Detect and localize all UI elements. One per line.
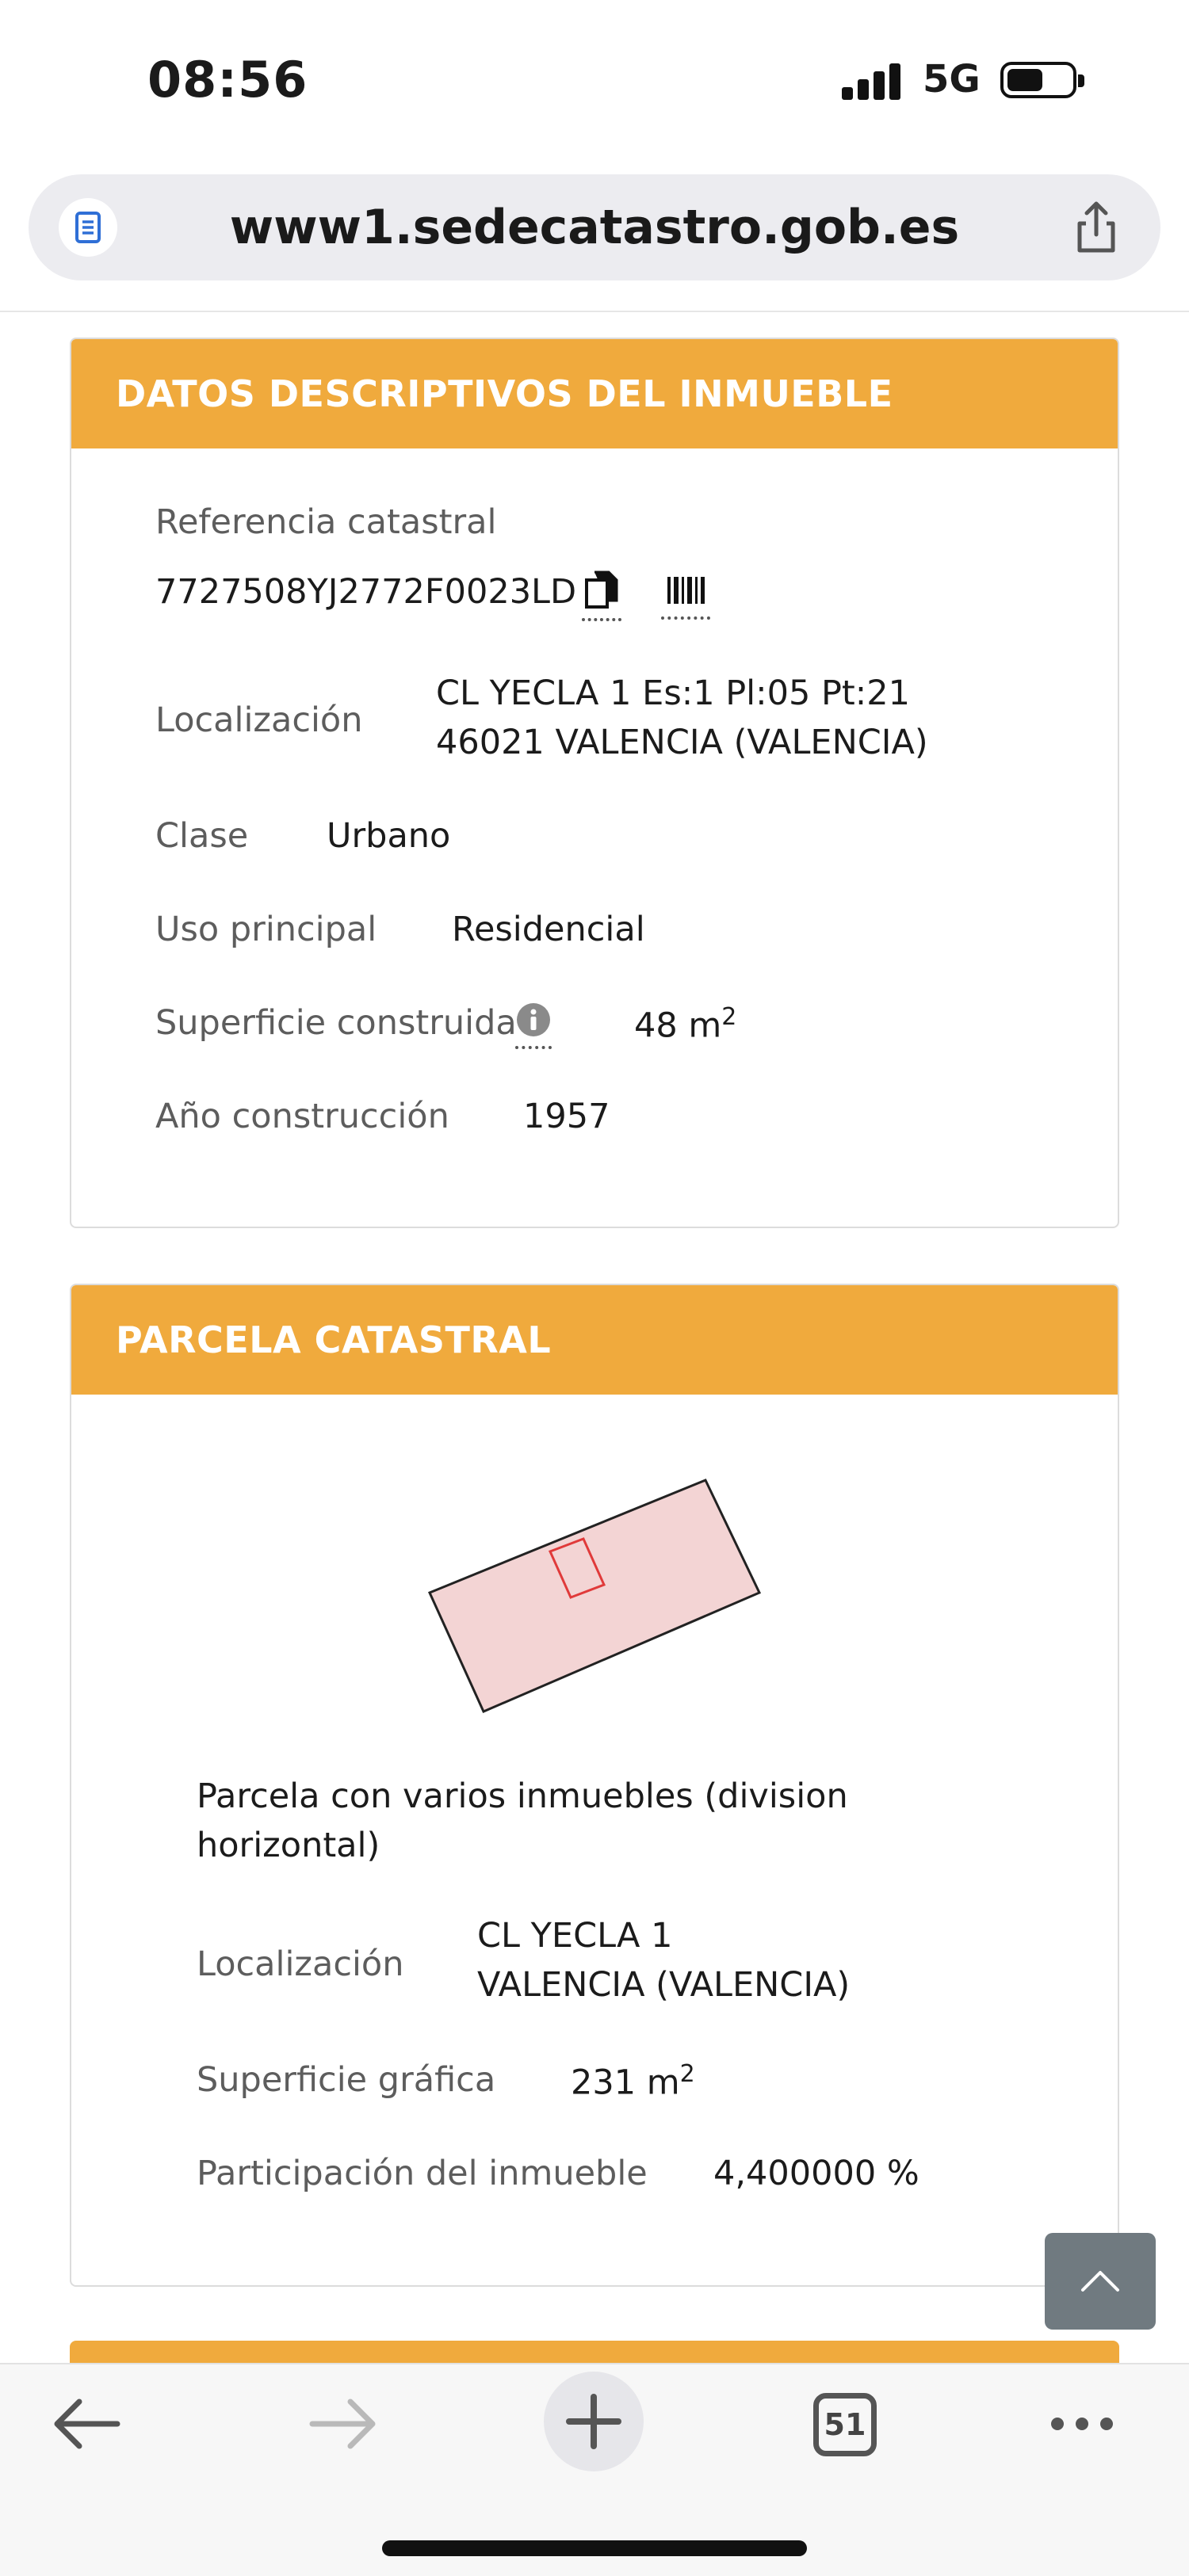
uso-label: Uso principal	[155, 910, 377, 949]
parcela-loc-line2: VALENCIA (VALENCIA)	[477, 1965, 851, 2005]
sup-label: Superficie construida	[155, 1003, 517, 1043]
sup-value: 48 $m^2$	[634, 1003, 737, 1046]
inmueble-header: DATOS DESCRIPTIVOS DEL INMUEBLE	[71, 339, 1118, 448]
status-time: 08:56	[147, 51, 308, 109]
parcel-map	[423, 1474, 772, 1727]
parcela-sup-value: 231 $m^2$	[571, 2060, 695, 2103]
plus-icon	[544, 2372, 644, 2471]
forward-arrow-icon[interactable]	[298, 2380, 385, 2467]
anio-value: 1957	[523, 1097, 610, 1136]
info-icon[interactable]	[515, 1002, 552, 1049]
barcode-icon[interactable]	[661, 572, 710, 620]
back-arrow-icon[interactable]	[44, 2380, 132, 2467]
clase-value: Urbano	[327, 816, 451, 856]
address-bar[interactable]	[29, 174, 1160, 280]
network-type: 5G	[923, 57, 981, 101]
share-icon[interactable]	[1069, 200, 1124, 255]
scroll-top-button[interactable]	[1045, 2233, 1156, 2330]
loc-label: Localización	[155, 700, 363, 740]
loc-line2: 46021 VALENCIA (VALENCIA)	[436, 723, 928, 762]
parcela-desc-line1: Parcela con varios inmuebles (division	[197, 1776, 848, 1816]
part-value: 4,400000 %	[713, 2154, 919, 2193]
parcela-loc-label: Localización	[197, 1944, 404, 1984]
copy-icon[interactable]	[582, 569, 621, 621]
uso-value: Residencial	[452, 910, 645, 949]
divider	[0, 311, 1189, 312]
ref-value: 7727508YJ2772F0023LD	[155, 572, 577, 612]
part-label: Participación del inmueble	[197, 2154, 648, 2193]
parcela-header: PARCELA CATASTRAL	[71, 1285, 1118, 1395]
battery-icon	[1000, 62, 1076, 98]
new-tab-button[interactable]	[544, 2372, 644, 2471]
home-indicator	[382, 2540, 807, 2556]
status-bar	[0, 0, 1189, 158]
loc-line1: CL YECLA 1 Es:1 Pl:05 Pt:21	[436, 674, 910, 713]
url-text[interactable]: www1.sedecatastro.gob.es	[229, 200, 960, 255]
signal-icon	[842, 62, 905, 100]
tabs-icon[interactable]: 51	[813, 2393, 877, 2456]
more-icon[interactable]	[1038, 2380, 1126, 2467]
anio-label: Año construcción	[155, 1097, 449, 1136]
clase-label: Clase	[155, 816, 249, 856]
chevron-up-icon	[1080, 2263, 1121, 2299]
parcela-card	[70, 1284, 1119, 2287]
ref-label: Referencia catastral	[155, 502, 497, 542]
parcela-sup-label: Superficie gráfica	[197, 2060, 496, 2100]
parcela-loc-line1: CL YECLA 1	[477, 1916, 673, 1956]
inmueble-card	[70, 338, 1119, 1228]
parcela-desc-line2: horizontal)	[197, 1826, 380, 1865]
